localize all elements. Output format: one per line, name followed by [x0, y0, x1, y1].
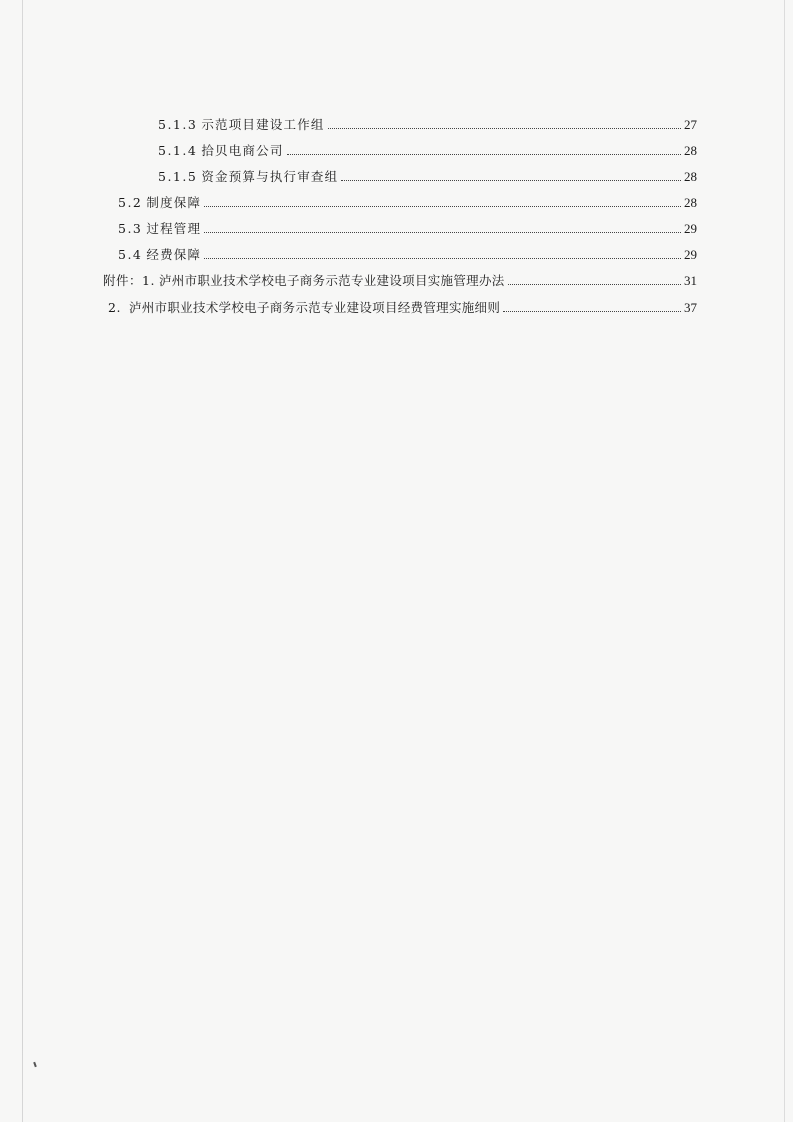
toc-entry-number: 5.1.4	[158, 142, 198, 158]
toc-entry-page: 31	[684, 273, 697, 288]
toc-entry-title: 资金预算与执行审查组	[201, 168, 339, 184]
toc-entry-number: 5.3	[118, 220, 143, 236]
toc-entry-number: 2.	[108, 299, 121, 315]
scan-edge-left	[22, 0, 23, 1122]
toc-entry-number: 5.1.3	[158, 116, 198, 132]
toc-dot-leader	[328, 128, 681, 129]
toc-entry-page: 28	[684, 143, 697, 158]
toc-dot-leader	[508, 284, 681, 285]
toc-entry-title: 泸州市职业技术学校电子商务示范专业建设项目经费管理实施细则	[128, 299, 501, 315]
toc-entry-number: 附件：1.	[103, 272, 155, 288]
toc-dot-leader	[503, 311, 681, 312]
toc-entry-page: 29	[684, 247, 697, 262]
toc-entry-5-2[interactable]	[118, 189, 697, 209]
toc-dot-leader	[204, 206, 681, 207]
scan-edge-right	[784, 0, 785, 1122]
scan-speck	[33, 1062, 37, 1067]
toc-dot-leader	[204, 232, 681, 233]
toc-entry-appendix-1[interactable]	[103, 267, 697, 287]
toc-entry-5-1-5[interactable]	[158, 163, 697, 183]
toc-entry-title: 示范项目建设工作组	[201, 116, 325, 132]
toc-entry-5-3[interactable]	[118, 215, 697, 235]
toc-entry-page: 28	[684, 169, 697, 184]
toc-entry-number: 5.4	[118, 246, 143, 262]
toc-entry-page: 29	[684, 221, 697, 236]
toc-entry-number: 5.2	[118, 194, 143, 210]
toc-entry-number: 5.1.5	[158, 168, 198, 184]
toc-dot-leader	[287, 154, 681, 155]
toc-entry-page: 28	[684, 195, 697, 210]
toc-entry-title: 过程管理	[146, 220, 202, 236]
toc-entry-5-4[interactable]	[118, 241, 697, 261]
toc-entry-5-1-4[interactable]	[158, 137, 697, 157]
toc-dot-leader	[341, 180, 681, 181]
toc-entry-title: 制度保障	[146, 194, 202, 210]
toc-entry-title: 泸州市职业技术学校电子商务示范专业建设项目实施管理办法	[158, 272, 505, 288]
toc-entry-page: 27	[684, 117, 697, 132]
toc-entry-5-1-3[interactable]	[158, 111, 697, 131]
toc-entry-title: 经费保障	[146, 246, 202, 262]
toc-entry-title: 拾贝电商公司	[201, 142, 284, 158]
toc-dot-leader	[204, 258, 681, 259]
toc-entry-appendix-2[interactable]	[108, 294, 697, 314]
toc-entry-page: 37	[684, 300, 697, 315]
